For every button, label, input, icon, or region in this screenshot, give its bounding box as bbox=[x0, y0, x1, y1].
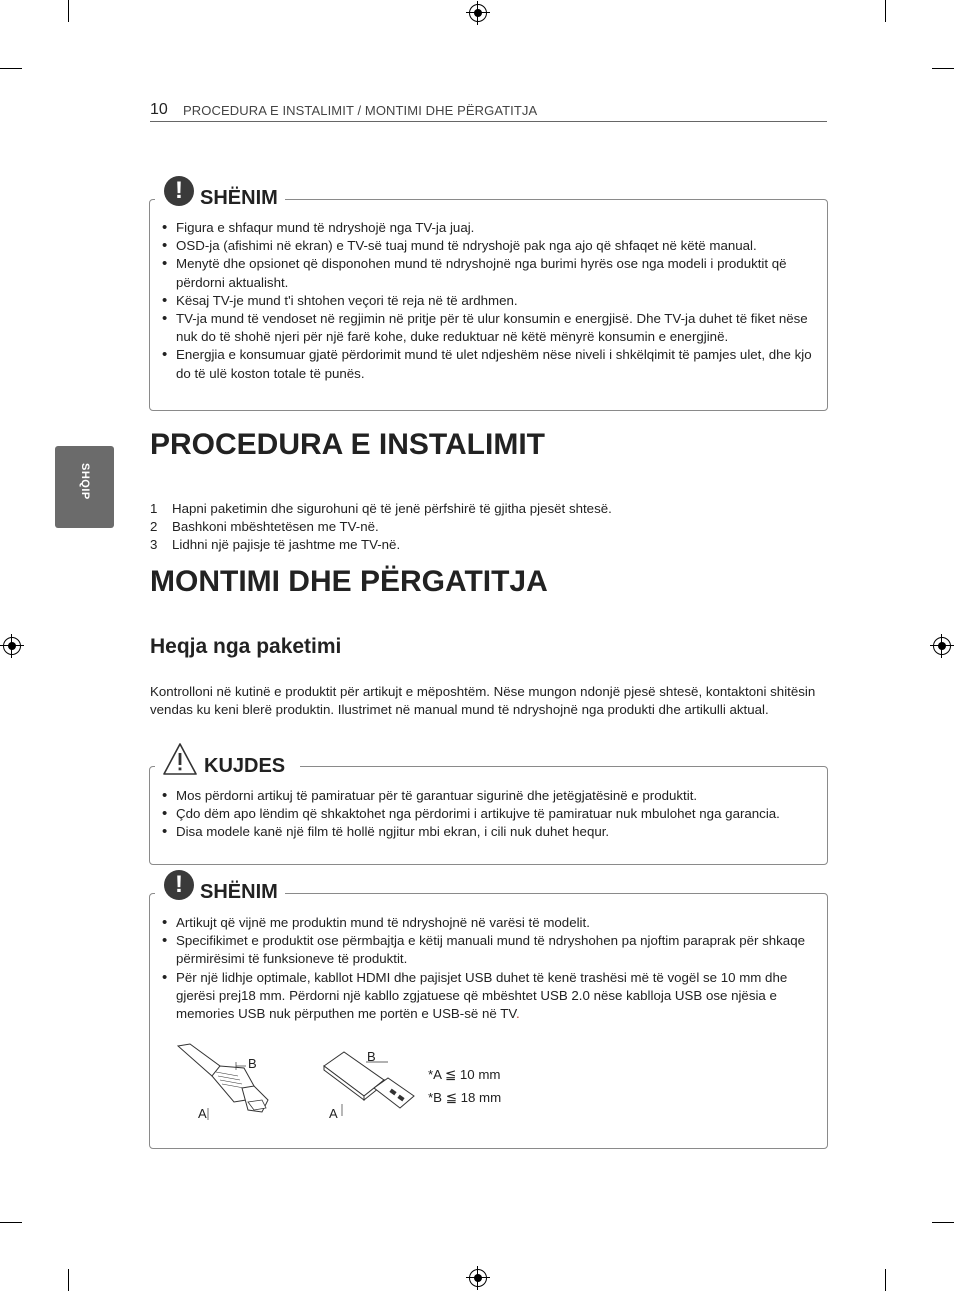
note-item: • Artikujt që vijnë me produktin mund të ndryshojnë në varësi të modelit. bbox=[150, 914, 815, 932]
note-item: • Figura e shfaqur mund të ndryshojë nga TV-ja juaj. bbox=[150, 219, 815, 237]
dimension-b: *B ≦ 18 mm bbox=[428, 1090, 502, 1105]
subsection-heading: Heqja nga paketimi bbox=[150, 635, 342, 658]
figure-label: A bbox=[329, 1106, 338, 1121]
crop-mark bbox=[885, 1269, 886, 1291]
language-tab-label: SHQIP bbox=[79, 463, 91, 500]
caution-list bbox=[150, 787, 815, 842]
steps-list bbox=[150, 500, 826, 555]
caution-item: • Mos përdorni artikuj të pamiratuar për të garantuar sigurinë dhe jetëgjatësinë e produktit. bbox=[150, 787, 815, 805]
crop-mark bbox=[68, 0, 69, 22]
registration-mark-icon bbox=[469, 1269, 487, 1287]
caution-title: KUJDES bbox=[204, 755, 291, 778]
crop-mark bbox=[932, 68, 954, 69]
note-list bbox=[150, 219, 815, 383]
warning-triangle-icon bbox=[162, 742, 198, 776]
section-heading: PROCEDURA E INSTALIMIT bbox=[150, 428, 545, 461]
note-item: • Specifikimet e produktit ose përmbajtja e këtij manuali mund të ndryshohen pa njoftim paraprak për shkaqe përmirësimi të funksioneve të produktit. bbox=[150, 932, 815, 968]
note-item: • Menytë dhe opsionet që disponohen mund të ndryshojnë nga burimi hyrës ose nga modeli i produktit që përdorni aktualisht. bbox=[150, 255, 815, 291]
registration-mark-icon bbox=[3, 637, 21, 655]
note-box bbox=[149, 893, 828, 1149]
language-tab bbox=[55, 446, 114, 528]
step-item: 3 Lidhni një pajisje të jashtme me TV-në. bbox=[150, 537, 401, 553]
note-list bbox=[150, 914, 815, 1023]
note-item: • Energjia e konsumuar gjatë përdorimit mund të ulet ndjeshëm nëse niveli i shkëlqimit të pamjes ulet, dhe kjo do të ulë koston totale të punës. bbox=[150, 346, 815, 382]
note-title: SHËNIM bbox=[200, 187, 284, 210]
body-paragraph: Kontrolloni në kutinë e produktit për artikujt e mëposhtëm. Nëse mungon ndonjë pjesë shtesë, kontaktoni shitësin vendas ku keni blerë produktin. Ilustrimet në manual mund të ndryshojnë nga produkti dhe artikulli aktual. bbox=[150, 684, 816, 718]
figure-label: A bbox=[198, 1106, 207, 1121]
exclamation-icon: ! bbox=[164, 870, 194, 900]
dimension-a: *A ≦ 10 mm bbox=[428, 1067, 501, 1082]
caution-item: • Çdo dëm apo lëndim që shkaktohet nga përdorimi i artikujve të pamiratuar nuk mbulohet nga garancia. bbox=[150, 805, 815, 823]
running-header: PROCEDURA E INSTALIMIT / MONTIMI DHE PËRGATITJA bbox=[183, 103, 538, 118]
crop-mark bbox=[932, 1222, 954, 1223]
step-item: 1 Hapni paketimin dhe sigurohuni që të jenë përfshirë të gjitha pjesët shtesë. bbox=[150, 501, 612, 516]
registration-mark-icon bbox=[469, 4, 487, 22]
note-item: • Për një lidhje optimale, kabllot HDMI dhe pajisjet USB duhet të kenë trashësi më të vogël se 10 mm dhe gjerësi prej18 mm. Përdorni një kabllo zgjatuese që mbështet USB 2.0 nëse kablloja USB ose njësia e memories USB nuk përputhen me portën e USB-së në TV. bbox=[150, 969, 815, 1024]
hdmi-cable-illustration bbox=[176, 1042, 284, 1122]
registration-mark-icon bbox=[933, 637, 951, 655]
section-heading: MONTIMI DHE PËRGATITJA bbox=[150, 565, 548, 598]
note-item: • TV-ja mund të vendoset në regjimin në pritje për të ulur konsumin e energjisë. Dhe TV-ja duhet të fiket nëse nuk do të shohë njeri për një farë kohe, duke reduktuar në këtë mënyrë konsumin e energjinë. bbox=[150, 310, 815, 346]
page-number: 10 bbox=[150, 101, 168, 118]
exclamation-icon: ! bbox=[164, 176, 194, 206]
crop-mark bbox=[0, 1222, 22, 1223]
crop-mark bbox=[885, 0, 886, 22]
note-box bbox=[149, 199, 828, 411]
caution-item: • Disa modele kanë një film të hollë ngjitur mbi ekran, i cili nuk duhet hequr. bbox=[150, 823, 815, 841]
crop-mark bbox=[68, 1269, 69, 1291]
figure-label: B bbox=[367, 1049, 376, 1064]
note-title: SHËNIM bbox=[200, 881, 284, 904]
step-item: 2 Bashkoni mbështetësen me TV-në. bbox=[150, 519, 379, 535]
header-divider bbox=[150, 121, 827, 122]
note-item: • OSD-ja (afishimi në ekran) e TV-së tuaj mund të ndryshojë pak nga ajo që shfaqet në këtë manual. bbox=[150, 237, 815, 255]
caution-box bbox=[149, 766, 828, 865]
note-item: • Kësaj TV-je mund t'i shtohen veçori të reja në të ardhmen. bbox=[150, 292, 815, 310]
figure-label: B bbox=[248, 1056, 257, 1071]
crop-mark bbox=[0, 68, 22, 69]
